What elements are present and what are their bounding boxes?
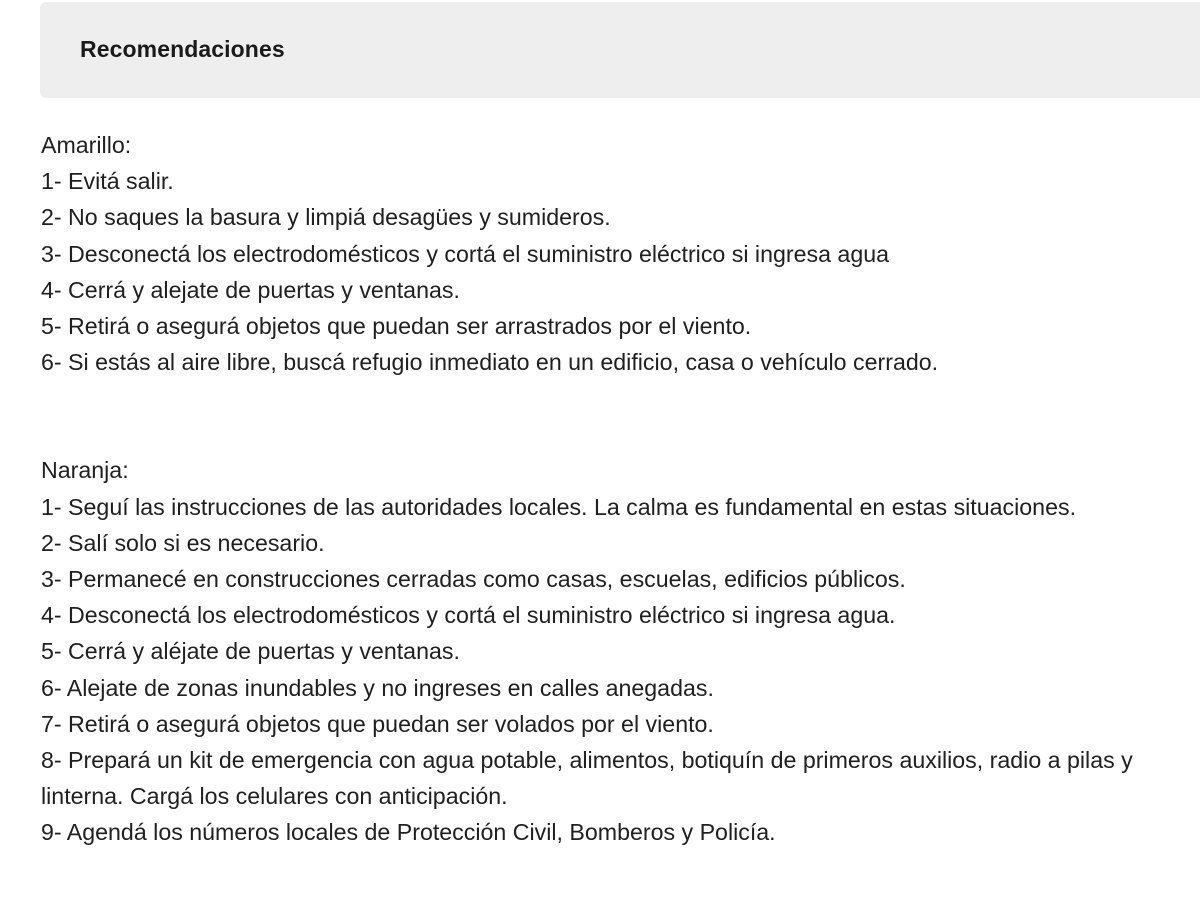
- list-item: 3- Permanecé en construcciones cerradas como casas, escuelas, edificios públicos.: [41, 566, 906, 593]
- recommendations-content: [41, 127, 1191, 851]
- list-item: 1- Seguí las instrucciones de las autoridades locales. La calma es fundamental en estas situaciones.: [41, 493, 1077, 520]
- list-item: 9- Agendá los números locales de Protección Civil, Bomberos y Policía.: [41, 819, 776, 846]
- section-naranja: [41, 452, 1191, 850]
- list-item: 1- Evitá salir.: [41, 168, 174, 195]
- amarillo-list: [41, 163, 1191, 380]
- list-item: 3- Desconectá los electrodomésticos y cortá el suministro eléctrico si ingresa agua: [41, 240, 890, 267]
- section-title-amarillo: Amarillo:: [41, 132, 132, 158]
- section-amarillo: [41, 127, 1191, 380]
- list-item: 8- Prepará un kit de emergencia con agua potable, alimentos, botiquín de primeros auxilios, radio a pilas y linterna. Cargá los celulares con anticipación.: [41, 747, 1133, 810]
- naranja-list: [41, 489, 1191, 851]
- section-title-naranja: Naranja:: [41, 457, 129, 484]
- header-title: Recomendaciones: [80, 36, 285, 62]
- list-item: 4- Desconectá los electrodomésticos y cortá el suministro eléctrico si ingresa agua.: [41, 602, 896, 629]
- list-item: 5- Retirá o asegurá objetos que puedan ser arrastrados por el viento.: [41, 313, 752, 340]
- list-item: 6- Alejate de zonas inundables y no ingreses en calles anegadas.: [41, 674, 714, 701]
- list-item: 5- Cerrá y aléjate de puertas y ventanas.: [41, 638, 460, 665]
- list-item: 6- Si estás al aire libre, buscá refugio inmediato en un edificio, casa o vehículo cerrado.: [41, 349, 939, 376]
- list-item: 2- No saques la basura y limpiá desagües y sumideros.: [41, 204, 611, 231]
- list-item: 7- Retirá o asegurá objetos que puedan ser volados por el viento.: [41, 710, 714, 737]
- recommendations-header[interactable]: [40, 2, 1200, 98]
- list-item: 2- Salí solo si es necesario.: [41, 529, 325, 556]
- list-item: 4- Cerrá y alejate de puertas y ventanas.: [41, 276, 460, 303]
